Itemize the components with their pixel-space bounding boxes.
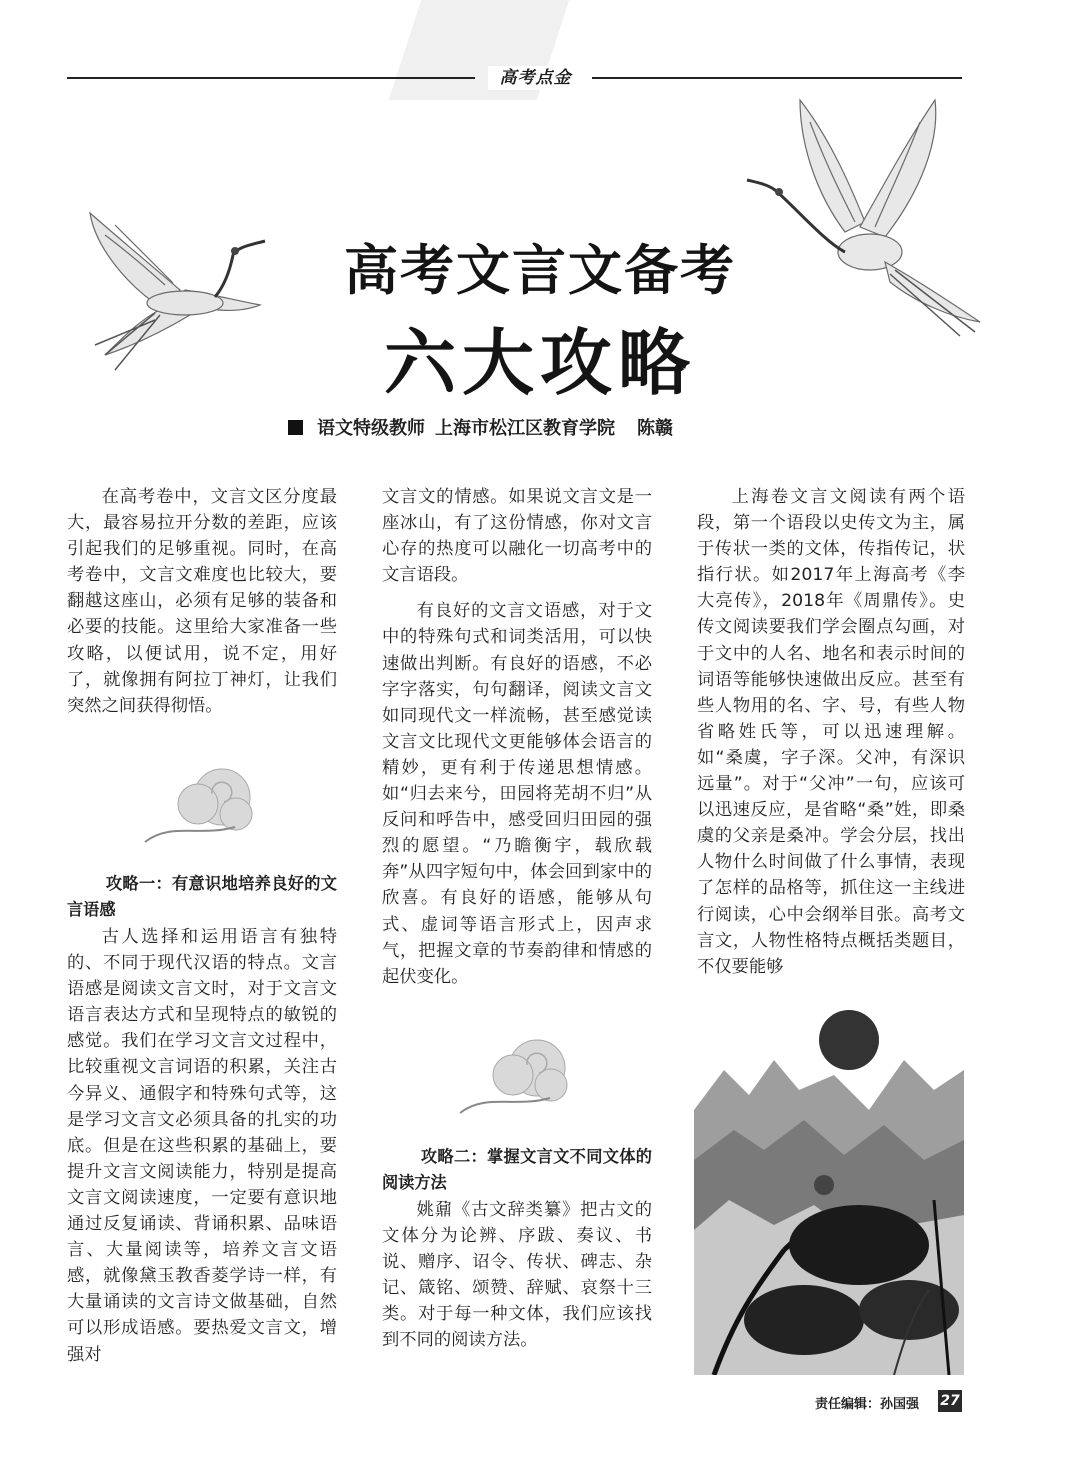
paragraph: 姚鼐《古文辞类纂》把古文的文体分为论辨、序跋、奏议、书说、赠序、诏令、传状、碑志、杂记、箴铭、颂赞、辞赋、哀祭十三类。对于每一种文体，我们应该找到不同的阅读方法。	[382, 1200, 652, 1351]
strategy1-heading: 攻略一：有意识地培养良好的文言语感	[67, 874, 337, 919]
paragraph: 有良好的文言文语感，对于文中的特殊句式和词类活用，可以快速做出判断。有良好的语感，不必字字落实，句句翻译，阅读文言文如同现代文一样流畅，甚至感觉读文言文比现代文更能够体会语言的精妙，更有利于传递思想情感。如“归去来兮，田园将芜胡不归”从反问和呼告中，感受回归田园的强烈的愿望。“乃瞻衡宇，载欣载奔”从四字短句中，体会回到家中的欣喜。有良好的语感，能够从句式、虚词等语言形式上，因声求气，把握文章的节奏韵律和情感的起伏变化。	[382, 601, 652, 987]
cloud-ornament-icon	[140, 762, 260, 852]
ink-landscape-illustration	[694, 1000, 964, 1375]
paragraph: 在高考卷中，文言文区分度最大，最容易拉开分数的差距，应该引起我们的足够重视。同时，在高考卷中，文言文难度也比较大，要翻越这座山，必须有足够的装备和必要的技能。这里给大家准备一些攻略，以便试用，说不定，用好了，就像拥有阿拉丁神灯，让我们突然之间获得彻悟。	[67, 487, 337, 716]
byline-org: 上海市松江区教育学院	[435, 418, 615, 439]
column-2	[382, 484, 652, 990]
strategy1-body	[67, 924, 337, 1368]
paragraph: 上海卷文言文阅读有两个语段，第一个语段以史传文为主，属于传状一类的文体，传指传记，状指行状。如2017年上海高考《李大亮传》，2018年《周鼎传》。史传文阅读要我们学会圈点勾画，对于文中的人名、地名和表示时间的词语等能够快速做出反应。甚至有些人物用的名、字、号，有些人物省略姓氏等，可以迅速理解。如“桑虞，字子深。父冲，有深识远量”。对于“父冲”一句，应该可以迅速反应，是省略“桑”姓，即桑虞的父亲是桑冲。学会分层，找出人物什么时间做了什么事情，表现了怎样的品格等，抓住这一主线进行阅读，心中会纲举目张。高考文言文，人物性格特点概括类题目，不仅要能够	[697, 487, 965, 977]
column-3	[697, 484, 965, 980]
page-title-line2: 六大攻略	[383, 320, 696, 405]
column-1	[67, 484, 337, 719]
byline-square-icon	[288, 420, 303, 435]
byline-author: 陈赣	[637, 418, 673, 439]
footer-editor: 责任编辑：孙国强	[815, 1397, 920, 1412]
strategy2-heading: 攻略二：掌握文言文不同文体的阅读方法	[382, 1147, 652, 1192]
cloud-ornament-icon	[455, 1033, 575, 1123]
header-rule-right	[592, 77, 962, 79]
section-tag: 高考点金	[488, 66, 583, 90]
byline	[288, 414, 808, 440]
paragraph-continued: 文言文的情感。如果说文言文是一座冰山，有了这份情感，你对文言心存的热度可以融化一切高考中的文言语段。	[382, 487, 652, 586]
page-title-line1: 高考文言文备考	[344, 238, 736, 302]
page-number: 27	[938, 1390, 962, 1412]
strategy2-body	[382, 1197, 652, 1354]
paragraph: 古人选择和运用语言有独特的、不同于现代汉语的特点。文言语感是阅读文言文时，对于文言文语言表达方式和呈现特点的敏锐的感觉。我们在学习文言文过程中，比较重视文言词语的积累，关注古今异义、通假字和特殊句式等，这是学习文言文必须具备的扎实的功底。但是在这些积累的基础上，要提升文言文阅读能力，特别是提高文言文阅读速度，一定要有意识地通过反复诵读、背诵积累、品味语言、大量阅读等，培养文言文语感，就像黛玉教香菱学诗一样，有大量诵读的文言诗文做基础，自然可以形成语感。要热爱文言文，增强对	[67, 927, 337, 1365]
byline-role: 语文特级教师	[317, 418, 425, 439]
header-rule-left	[67, 77, 475, 79]
